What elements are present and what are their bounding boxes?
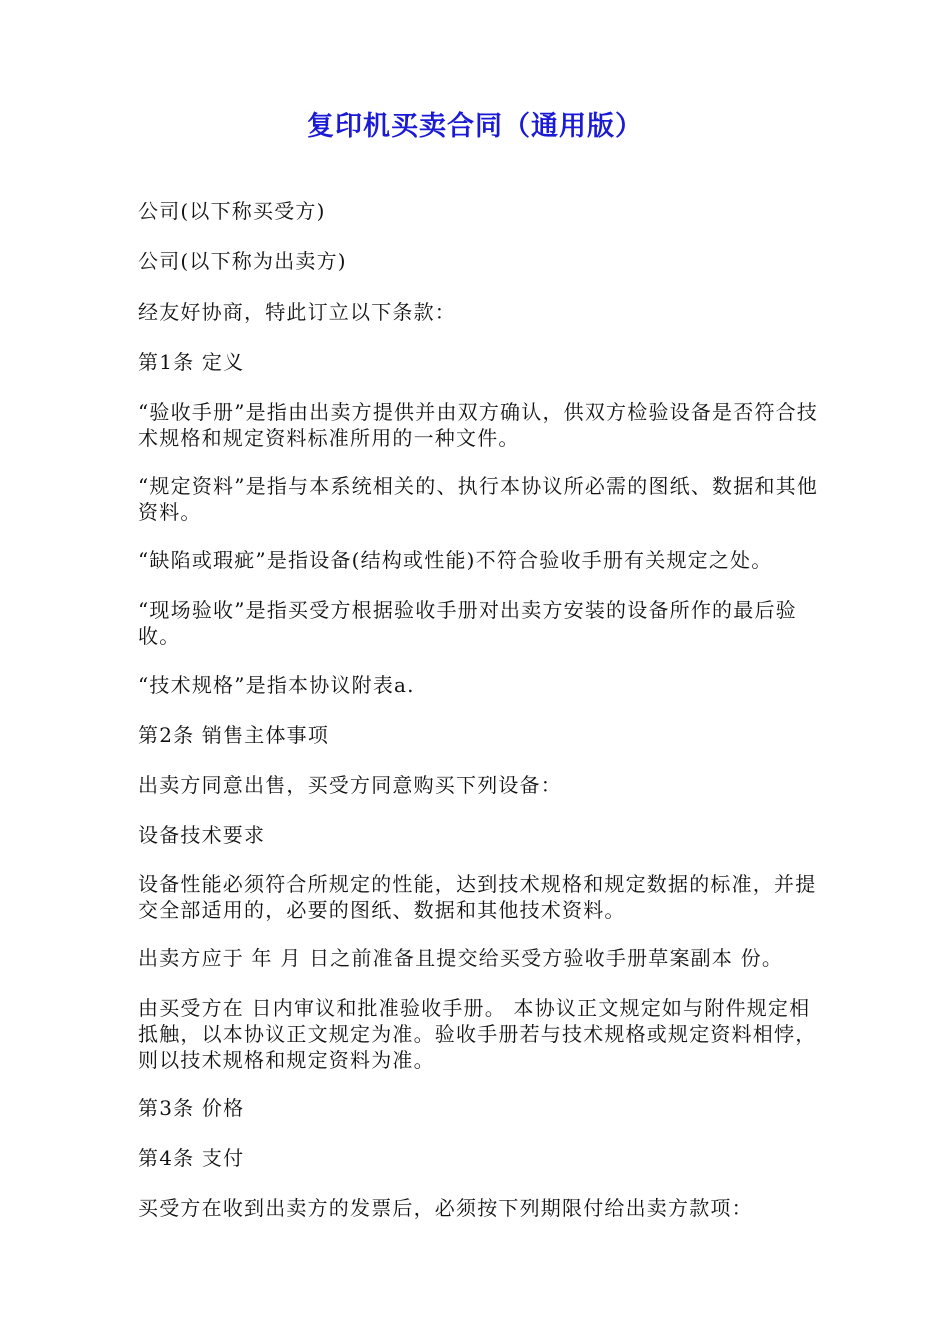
article-1-heading: 第1条 定义 (138, 350, 245, 374)
definition-acceptance-manual: “验收手册”是指由出卖方提供并由双方确认，供双方检验设备是否符合技术规格和规定资料标准所用的一种文件。 (138, 400, 819, 450)
article-2-heading: 第2条 销售主体事项 (138, 723, 330, 747)
article-3-heading: 第3条 价格 (138, 1096, 245, 1120)
definition-site-acceptance: “现场验收”是指买受方根据验收手册对出卖方安装的设备所作的最后验收。 (138, 598, 797, 648)
payment-terms: 买受方在收到出卖方的发票后，必须按下列期限付给出卖方款项： (138, 1196, 753, 1220)
definition-technical-specs: “技术规格”是指本协议附表a. (138, 673, 415, 697)
manual-draft-deadline: 出卖方应于 年 月 日之前准备且提交给买受方验收手册草案副本 份。 (138, 946, 784, 970)
definition-defects: “缺陷或瑕疵”是指设备(结构或性能)不符合验收手册有关规定之处。 (138, 548, 773, 572)
definition-specified-materials: “规定资料”是指与本系统相关的、执行本协议所必需的图纸、数据和其他资料。 (138, 474, 819, 524)
preamble: 经友好协商，特此订立以下条款： (138, 300, 456, 324)
equipment-performance: 设备性能必须符合所规定的性能，达到技术规格和规定数据的标准，并提交全部适用的，必要的图纸、数据和其他技术资料。 (138, 872, 817, 922)
document-title: 复印机买卖合同（通用版） (307, 111, 643, 142)
sale-agreement: 出卖方同意出售，买受方同意购买下列设备： (138, 773, 562, 797)
equipment-requirements-heading: 设备技术要求 (138, 823, 266, 847)
party-buyer: 公司(以下称买受方) (138, 199, 326, 223)
party-seller: 公司(以下称为出卖方) (138, 249, 347, 273)
article-4-heading: 第4条 支付 (138, 1146, 245, 1170)
manual-approval: 由买受方在 日内审议和批准验收手册。 本协议正文规定如与附件规定相抵触，以本协议正文规定为准。验收手册若与技术规格或规定资料相悖，则以技术规格和规定资料为准。 (138, 996, 817, 1072)
